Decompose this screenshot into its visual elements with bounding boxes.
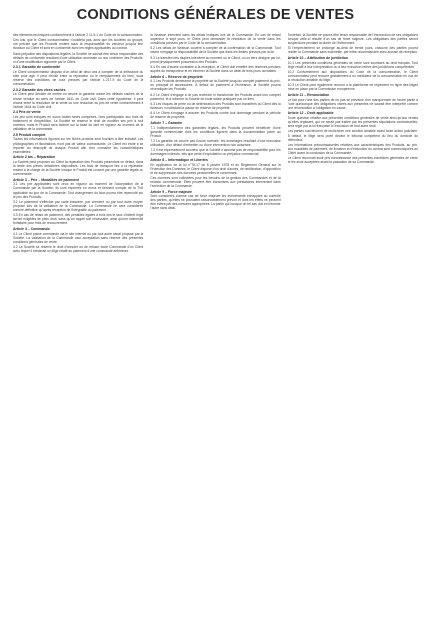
terms-column-2 xyxy=(150,33,280,633)
section-heading: Article 12 – Droit applicable xyxy=(287,111,334,116)
section-heading: Article 8 – Informatique et Libertés xyxy=(150,157,208,162)
paragraph: 4.2 La Société se réserve le droit d'annuler ou de refuser toute Commande d'un Client avec lequel il existerait un litige relatif au paiement d'une commande antérieure. xyxy=(13,244,144,253)
paragraph: Sont considérés comme cas de force majeure les événements échappant au contrôle des parties, qu'elles ne pouvaient raisonnablement prévoir et dont les effets ne peuvent être évités par des mesures appropriées. La partie qui invoque un tel cas doit en informer l'autre sans délai. xyxy=(150,194,281,211)
section-heading: 2.4 Prix de vente xyxy=(13,110,41,115)
paragraph: des éléments techniques conformément à l'article 2.11-5-1 du Code de la consommation. xyxy=(13,33,143,37)
paragraph: Toute question relative aux présentes conditions générales de vente ainsi qu'aux ventes qu'elles régissent, qui ne serait pas traitée par les présentes stipulations contractuelles, sera régie par la loi française à l'exclusion de tout autre droit. xyxy=(287,116,418,129)
terms-column-1 xyxy=(13,33,143,633)
paragraph: Les informations précontractuelles relatives aux caractéristiques des Produits, au prix, aux modalités de paiement, de livraison et d'exécution du contrat sont communiquées au Client avant la conclusion de la Commande. xyxy=(287,142,418,155)
section-heading: Article 11 – Renonciation xyxy=(287,93,330,98)
paragraph: Toutes les informations figurant sur les fiches produits sont fournies à titre indicatif. Les photographies et illustrations n'ont pas de valeur contractuelle. Le Client est invité à se reporter au descriptif de chaque Produit afin d'en connaître les caractéristiques essentielles. xyxy=(13,137,144,154)
paragraph: 5.4 En cas d'avarie constatée à la réception, le Client doit émettre des réserves précises auprès du transporteur et en informer la Société dans un délai de trois jours ouvrables. xyxy=(150,64,281,73)
paragraph: Le fait pour l'une des parties de ne pas se prévaloir d'un manquement de l'autre partie à l'une quelconque des obligations visées aux présentes ne saurait être interprété comme une renonciation à l'obligation en cause. xyxy=(287,97,418,110)
section-heading: Article 10 – Attribution de juridiction xyxy=(287,56,349,61)
paragraph: 10.3 Le Client peut également recourir à la plateforme de règlement en ligne des litiges mise en place par la Commission européenne. xyxy=(287,83,418,92)
paragraph: Les prix sont indiqués en euros toutes taxes comprises, hors participation aux frais de traitement et d'expédition. La Société se réserve le droit de modifier ses prix à tout moment, mais le Produit sera facturé sur la base du tarif en vigueur au moment de la validation de la commande. xyxy=(13,114,144,132)
paragraph: 6.2 Le Client s'engage à ne pas revendre ni transformer les Produits avant leur complet paiement, et à informer la Société de toute saisie pratiquée par un tiers. xyxy=(150,92,281,101)
terms-columns xyxy=(13,33,418,633)
section-heading: Article 7 – Garantie xyxy=(150,120,183,125)
paragraph: Le Client reconnaît avoir pris connaissance des présentes conditions générales de vente et les avoir acceptées avant la passation de sa Commande. xyxy=(287,156,418,165)
paragraph: 6.4 Le Client s'engage à assurer les Produits contre tout dommage pendant la période de réserve de propriété. xyxy=(150,111,281,120)
paragraph: 3.3 En cas de retard de paiement, des pénalités égales à trois fois le taux d'intérêt légal seront exigibles de plein droit, sans qu'un rappel soit nécessaire, ainsi qu'une indemnité forfaitaire pour frais de recouvrement. xyxy=(13,213,144,226)
paragraph: 5.2 Les délais de livraison courent à compter de la confirmation de la Commande. Tout retard n'engage la responsabilité de la Société que dans les limites prévues par la loi. xyxy=(150,46,281,55)
paragraph: 10.2 Conformément aux dispositions du Code de la consommation, le Client consommateur peut recourir gratuitement à un médiateur de la consommation en vue de la résolution amiable du litige. xyxy=(287,70,418,83)
paragraph: 10.1 Les présentes conditions générales de vente sont soumises au droit français. Tout litige relatif à leur interprétation ou à leur exécution relève des juridictions compétentes. xyxy=(287,60,418,69)
terms-column-3 xyxy=(288,33,418,633)
section-heading: Article 3 – Prix – Modalités de paiement xyxy=(13,177,79,182)
section-heading: Article 2 bis – Réparation xyxy=(13,155,56,160)
paragraph: 6.3 Les risques de perte ou de détérioration des Produits sont transférés au Client dès la livraison, nonobstant la clause de réserve de propriété. xyxy=(150,101,281,110)
section-heading: 2.3.1 Garantie de conformité xyxy=(13,65,61,70)
section-heading: Article 6 – Réserve de propriété xyxy=(150,74,203,79)
paragraph: Toutefois, la Société ne pourra être tenue responsable de l'inexécution de ses obligations lorsque celle-ci résulte d'un cas de force majeure. Les obligations des parties seront suspendues pendant la durée de l'événement. xyxy=(287,33,418,46)
paragraph: la livraison intervient dans les délais indiqués lors de la Commande. En cas de retard supérieur à sept jours, le Client peut demander la résolution de la vente dans les conditions prévues par le Code de la consommation. xyxy=(150,33,281,46)
paragraph: En application de la loi n°78-17 du 6 janvier 1978 et du Règlement Général sur la Protection des Données, le Client dispose d'un droit d'accès, de rectification, d'opposition et de suppression des données personnelles le concernant. xyxy=(150,162,281,175)
paragraph: 3.2 Le paiement s'effectue par carte bancaire, par virement ou par tout autre moyen proposé lors de la validation de la Commande. La Commande ne sera considérée comme définitive qu'après réception de l'intégralité du paiement. xyxy=(13,199,144,212)
paragraph: Ces données sont collectées pour les besoins de la gestion des Commandes et de la relation commerciale. Elles peuvent être transmises aux prestataires intervenant dans l'exécution de la Commande. xyxy=(150,175,281,188)
paragraph: Les parties conviennent de rechercher une solution amiable avant toute action judiciaire. À défaut, le litige sera porté devant le tribunal compétent du lieu du domicile du défendeur. xyxy=(287,129,418,142)
section-heading: 2.3.2 Garantie des vices cachés xyxy=(13,87,66,92)
paragraph: 3.1 Les prix applicables sont ceux en vigueur au moment de l'acceptation de la Commande par la Société. Ils sont exprimés en euros et tiennent compte de la TVA applicable au jour de la Commande. Tout changement du taux pourra être répercuté sur le prix des Produits. xyxy=(13,182,144,199)
section-heading: Article 9 – Force majeure xyxy=(150,189,192,194)
paragraph: 5.3 Le transfert des risques intervient au moment où le Client, ou un tiers désigné par lui, prend physiquement possession des Produits. xyxy=(150,55,281,64)
paragraph: Le Client consommateur dispose d'un délai de deux ans à compter de la délivrance du bien pour agir. Il peut choisir entre la réparation ou le remplacement du bien, sous réserve des conditions de coût prévues par l'article L.217-9 du Code de la consommation. xyxy=(13,70,144,87)
paragraph: Ces lois, que le Client consommateur n'oubliera pas, ainsi que les sociétés du groupe, ont précisé que les Produits restent sous la responsabilité du vendeur jusqu'à leur livraison au Client et sont en conformité avec les règles applicables au contrat. xyxy=(13,38,144,51)
section-heading: Article 4 – Commande xyxy=(13,226,50,231)
page-title: CONDITIONS GÉNÉRALES DE VENTES xyxy=(76,7,355,23)
section-heading: 2.5 Produit complet xyxy=(13,132,46,137)
paragraph: 6.1 Les Produits demeurent la propriété de la Société jusqu'au complet paiement du prix, en principal et accessoires. À défaut de paiement à l'échéance, la Société pourra revendiquer les Produits. xyxy=(150,79,281,92)
paragraph: La Société peut proposer au Client la réparation des Produits présentant un défaut, dans la limite des pièces détachées disponibles. Les frais de transport liés à la réparation restent à la charge de la Société lorsque le Produit est couvert par une garantie légale ou commerciale. xyxy=(13,159,144,177)
paragraph: Le Client peut décider de mettre en œuvre la garantie contre les défauts cachés de la chose vendue au sens de l'article 1641 du Code civil. Dans cette hypothèse, il peut choisir entre la résolution de la vente ou une réduction du prix de vente conformément à l'article 1644 du Code civil. xyxy=(13,92,144,109)
paragraph: 7.1 Indépendamment des garanties légales, les Produits peuvent bénéficier d'une garantie commerciale dont les conditions figurent dans la documentation jointe au Produit. xyxy=(150,125,281,138)
paragraph: Si l'empêchement se prolonge au-delà de trente jours, chacune des parties pourra résilier la Commande sans indemnité, par lettre recommandée avec accusé de réception. xyxy=(287,46,418,55)
paragraph: 4.1 Le Client passe commande via le site internet ou par tout autre canal proposé par la Société. La validation de la Commande vaut acceptation sans réserve des présentes conditions générales de vente. xyxy=(13,231,144,244)
paragraph: Sans préjudice des dispositions légales, la Société ne saurait être tenue responsable des défauts de conformité résultant d'une utilisation anormale ou non conforme des Produits, ni d'une modification apportée par le Client. xyxy=(13,51,144,64)
paragraph: 7.3 Il est expressément convenu que la Société n'assume pas de responsabilité pour les dommages indirects, tels que perte d'exploitation ou préjudice commercial. xyxy=(150,148,281,157)
paragraph: 7.2 La garantie ne couvre pas l'usure normale, les dommages résultant d'une mauvaise utilisation, d'un défaut d'entretien ou d'une intervention non autorisée. xyxy=(150,138,281,147)
